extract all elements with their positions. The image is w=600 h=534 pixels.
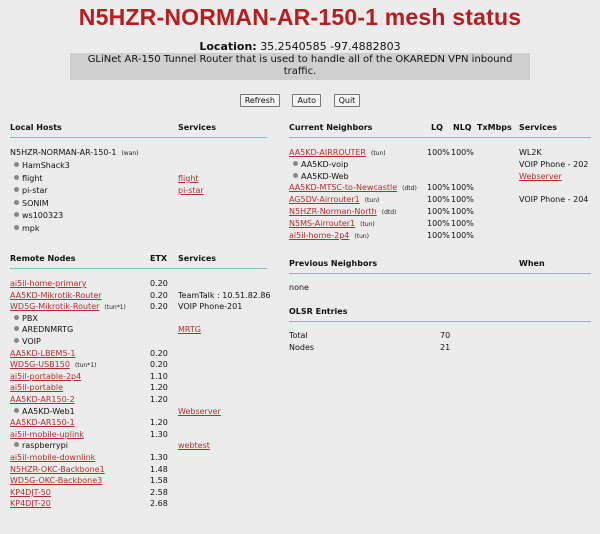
- host-name: AREDNMRTG: [22, 325, 74, 335]
- lq-value: 100%: [427, 230, 450, 240]
- service-text: VOIP Phone - 202: [519, 159, 589, 169]
- remote-node-row: [14, 441, 68, 450]
- neighbor-row: [289, 195, 379, 204]
- host-name: flight: [22, 173, 43, 183]
- service-link[interactable]: pi-star: [178, 186, 204, 195]
- node-link[interactable]: WD5G-OKC-Backbone3: [10, 476, 103, 486]
- nlq-value: 100%: [451, 183, 474, 193]
- divider: [289, 137, 591, 138]
- nlq-value: 100%: [451, 207, 474, 216]
- local-host-row: [14, 199, 49, 208]
- neighbor-row: [289, 183, 417, 192]
- service-text: VOIP Phone - 204: [519, 195, 589, 205]
- bullet-icon: [14, 212, 19, 217]
- etx-value: 0.20: [150, 302, 168, 312]
- node-link[interactable]: N5HZR-Norman-North: [289, 207, 377, 216]
- node-link[interactable]: AA5KD-LBEM5-1: [10, 348, 76, 358]
- host-name: raspberrypi: [22, 441, 68, 451]
- remote-node-row: [10, 395, 75, 404]
- service-link[interactable]: webtest: [178, 441, 210, 451]
- local-host-row: [14, 224, 40, 233]
- previous-neighbors-header: Previous Neighbors: [289, 259, 378, 268]
- bullet-icon: [14, 175, 19, 180]
- host-name: pi-star: [22, 186, 48, 195]
- remote-node-row: [10, 465, 105, 474]
- remote-node-row: [10, 349, 76, 358]
- neighbor-row: [289, 231, 369, 240]
- host-name: HamShack3: [22, 161, 70, 170]
- host-name: N5HZR-NORMAN-AR-150-1: [10, 148, 117, 157]
- neighbor-row: [293, 160, 348, 169]
- remote-node-row: [14, 337, 41, 346]
- location-label: Location:: [199, 40, 257, 53]
- location: [0, 40, 600, 53]
- node-link[interactable]: N5MS-Airrouter1: [289, 218, 356, 228]
- etx-value: 0.20: [150, 279, 168, 288]
- remote-node-row: [10, 279, 86, 288]
- bullet-icon: [14, 338, 19, 343]
- lq-value: 100%: [427, 148, 450, 157]
- bullet-icon: [14, 187, 19, 192]
- olsr-total-label: Total: [289, 331, 308, 340]
- bullet-icon: [293, 173, 298, 178]
- etx-value: 1.58: [150, 476, 168, 486]
- divider: [289, 321, 591, 322]
- remote-node-row: [10, 383, 63, 392]
- etx-value: 1.30: [150, 453, 168, 462]
- node-link[interactable]: KP4DJT-50: [10, 487, 51, 497]
- node-link[interactable]: AA5KD-AR150-1: [10, 418, 75, 428]
- service-text: VOIP Phone-201: [178, 302, 243, 312]
- local-host-row: [14, 186, 48, 195]
- nlq-value: 100%: [451, 230, 474, 240]
- bullet-icon: [14, 326, 19, 331]
- node-link[interactable]: ai5il-portable: [10, 383, 64, 393]
- olsr-nodes-value: 21: [440, 343, 451, 352]
- local-host-row: [10, 148, 139, 157]
- remote-node-row: [10, 453, 95, 462]
- lq-value: 100%: [427, 207, 450, 216]
- node-link[interactable]: WD5G-Mikrotik-Router: [10, 302, 100, 312]
- node-description: GLiNet AR-150 Tunnel Router that is used to handle all of the OKAREDN VPN inbound traffic.: [70, 53, 530, 80]
- remote-node-row: [10, 360, 96, 369]
- service-link[interactable]: flight: [178, 173, 199, 183]
- remote-node-row: [10, 488, 51, 497]
- page-title: N5HZR-NORMAN-AR-150-1 mesh status: [78, 4, 522, 30]
- button-bar: [0, 94, 600, 107]
- service-text: WL2K: [519, 148, 542, 157]
- node-link[interactable]: AA5KD-AIRROUTER: [289, 148, 366, 157]
- host-tag: (wan): [121, 150, 139, 157]
- local-host-row: [14, 211, 63, 220]
- host-name: VOIP: [22, 337, 41, 346]
- node-link[interactable]: AG5DV-Airrouter1: [289, 195, 360, 205]
- host-name: AA5KD-voip: [301, 159, 349, 169]
- remote-node-row: [14, 407, 75, 416]
- node-link[interactable]: AA5KD-Mikrotik-Router: [10, 290, 102, 300]
- bullet-icon: [14, 442, 19, 447]
- bullet-icon: [14, 200, 19, 205]
- quit-button[interactable]: Quit: [334, 94, 361, 107]
- etx-value: 1.48: [150, 464, 168, 474]
- divider: [10, 137, 267, 138]
- etx-value: 1.10: [150, 371, 168, 381]
- neighbor-row: [293, 172, 349, 181]
- bullet-icon: [14, 225, 19, 230]
- divider: [289, 273, 591, 274]
- node-link[interactable]: KP4DJT-20: [10, 499, 51, 509]
- etx-value: 0.20: [150, 290, 168, 300]
- neighbor-services-header: Services: [519, 123, 558, 132]
- node-tag: (tun): [364, 197, 380, 205]
- node-tag: (tun*1): [74, 362, 97, 370]
- node-link[interactable]: ai5il-home-2p4: [289, 230, 350, 240]
- remote-node-row: [10, 302, 126, 311]
- lq-header: LQ: [431, 123, 443, 132]
- host-name: SONIM: [22, 198, 49, 208]
- etx-value: 1.20: [150, 383, 168, 393]
- neighbor-row: [289, 207, 396, 216]
- bullet-icon: [14, 162, 19, 167]
- remote-services-header: Services: [178, 254, 217, 263]
- etx-value: 0.20: [150, 348, 168, 358]
- neighbor-row: [289, 148, 386, 157]
- host-name: PBX: [22, 313, 38, 323]
- local-services-header: Services: [178, 123, 217, 132]
- node-link[interactable]: WD5G-USB150: [10, 360, 70, 370]
- remote-node-row: [10, 418, 75, 427]
- local-hosts-header: Local Hosts: [10, 123, 62, 132]
- remote-node-row: [10, 291, 102, 300]
- etx-value: 2.68: [150, 499, 168, 509]
- remote-node-row: [14, 325, 73, 334]
- nlq-header: NLQ: [453, 123, 472, 132]
- remote-node-row: [10, 499, 51, 508]
- local-host-row: [14, 174, 43, 183]
- remote-node-row: [10, 430, 84, 439]
- node-tag: (tun): [360, 220, 375, 228]
- etx-value: 1.20: [150, 418, 168, 428]
- host-name: ws100323: [22, 211, 64, 220]
- host-name: mpk: [22, 223, 40, 233]
- node-link[interactable]: AA5KD-AR150-2: [10, 395, 75, 404]
- node-link[interactable]: ai5il-portable-2p4: [10, 371, 82, 381]
- bullet-icon: [293, 161, 298, 166]
- current-neighbors-header: Current Neighbors: [289, 123, 373, 132]
- etx-value: 1.20: [150, 395, 168, 404]
- remote-nodes-header: Remote Nodes: [10, 254, 76, 263]
- etx-header: ETX: [150, 254, 168, 263]
- lq-value: 100%: [427, 195, 450, 205]
- bullet-icon: [14, 315, 19, 320]
- previous-neighbors-none: none: [289, 283, 309, 292]
- nlq-value: 100%: [451, 218, 474, 228]
- bullet-icon: [14, 408, 19, 413]
- lq-value: 100%: [427, 218, 450, 228]
- etx-value: 0.20: [150, 360, 168, 370]
- node-link[interactable]: ai5il-home-primary: [10, 279, 87, 288]
- txmbps-header: TxMbps: [477, 123, 512, 132]
- node-tag: (tun): [354, 232, 370, 240]
- divider: [10, 268, 267, 269]
- node-link[interactable]: AA5KD-MTSC-to-Newcastle: [289, 183, 398, 193]
- etx-value: 1.30: [150, 429, 168, 439]
- location-value: 35.2540585 -97.4882803: [260, 40, 401, 53]
- olsr-nodes-label: Nodes: [289, 343, 315, 352]
- local-host-row: [14, 161, 70, 170]
- etx-value: 2.58: [150, 487, 168, 497]
- node-link[interactable]: N5HZR-OKC-Backbone1: [10, 464, 105, 474]
- nlq-value: 100%: [451, 148, 474, 157]
- node-link[interactable]: ai5il-mobile-uplink: [10, 429, 84, 439]
- neighbor-row: [289, 219, 375, 228]
- auto-button[interactable]: Auto: [292, 94, 321, 107]
- service-text: TeamTalk : 10.51.82.86: [178, 290, 271, 300]
- remote-node-row: [10, 372, 81, 381]
- host-name: AA5KD-Web: [301, 171, 349, 181]
- remote-node-row: [14, 314, 38, 323]
- node-tag: (dtd): [381, 209, 397, 216]
- node-tag: (tun): [370, 150, 386, 157]
- service-link[interactable]: Webserver: [519, 171, 562, 181]
- node-tag: (tun*1): [104, 304, 126, 312]
- nlq-value: 100%: [451, 195, 474, 205]
- node-tag: (dtd): [402, 185, 417, 193]
- lq-value: 100%: [427, 183, 450, 193]
- host-name: AA5KD-Web1: [22, 406, 75, 416]
- refresh-button[interactable]: Refresh: [240, 94, 280, 107]
- remote-node-row: [10, 476, 102, 485]
- olsr-total-value: 70: [440, 331, 451, 340]
- service-link[interactable]: MRTG: [178, 325, 201, 335]
- service-link[interactable]: Webserver: [178, 406, 221, 416]
- when-header: When: [519, 259, 545, 268]
- olsr-header: OLSR Entries: [289, 307, 348, 316]
- node-link[interactable]: ai5il-mobile-downlink: [10, 453, 96, 462]
